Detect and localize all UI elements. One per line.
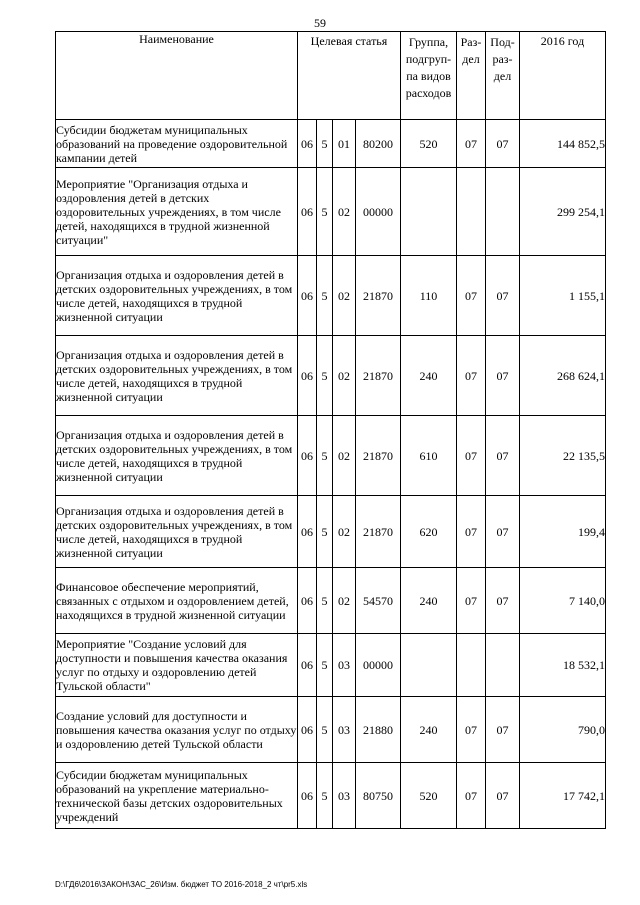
- header-name: Наименование: [56, 32, 298, 120]
- amount-2016: 7 140,0: [520, 568, 606, 634]
- target-code-program: 06: [298, 336, 317, 416]
- target-code-subprogram: 5: [317, 634, 333, 697]
- table-row: [56, 168, 606, 256]
- expense-group: 520: [401, 120, 457, 168]
- amount-2016: 199,4: [520, 496, 606, 568]
- table-row: [56, 763, 606, 829]
- table-row: [56, 336, 606, 416]
- amount-2016: 268 624,1: [520, 336, 606, 416]
- amount-2016: 17 742,1: [520, 763, 606, 829]
- expense-group: 110: [401, 256, 457, 336]
- target-code-program: 06: [298, 496, 317, 568]
- section-code: 07: [457, 120, 486, 168]
- subsection-code: 07: [486, 568, 520, 634]
- amount-2016: 299 254,1: [520, 168, 606, 256]
- row-name: Создание условий для доступности и повышения качества оказания услуг по отдыху и оздоровлению детей Тульской области: [56, 697, 298, 763]
- target-code-program: 06: [298, 416, 317, 496]
- target-code-direction: 54570: [356, 568, 401, 634]
- table-row: [56, 416, 606, 496]
- file-path-footer: D:\ГД6\2016\ЗАКОН\ЗАС_26\Изм. бюджет ТО 2016-2018_2 чт\pr5.xls: [55, 880, 308, 889]
- target-code-direction: 00000: [356, 634, 401, 697]
- target-code-direction: 80200: [356, 120, 401, 168]
- target-code-program: 06: [298, 763, 317, 829]
- subsection-code: [486, 168, 520, 256]
- expense-group: [401, 168, 457, 256]
- table-row: [56, 697, 606, 763]
- target-code-direction: 21870: [356, 336, 401, 416]
- header-group: Группа, подгруп-па видов расходов: [401, 32, 457, 120]
- target-code-event: 02: [333, 336, 356, 416]
- target-code-program: 06: [298, 120, 317, 168]
- table-row: [56, 256, 606, 336]
- header-target: Целевая статья: [298, 32, 401, 120]
- amount-2016: 1 155,1: [520, 256, 606, 336]
- target-code-direction: 21870: [356, 416, 401, 496]
- row-name: Организация отдыха и оздоровления детей в детских оздоровительных учреждениях, в том числе детей, находящихся в трудной жизненной ситуации: [56, 416, 298, 496]
- row-name: Финансовое обеспечение мероприятий, связанных с отдыхом и оздоровлением детей, находящихся в трудной жизненной ситуации: [56, 568, 298, 634]
- target-code-event: 01: [333, 120, 356, 168]
- expense-group: 240: [401, 336, 457, 416]
- target-code-program: 06: [298, 697, 317, 763]
- subsection-code: 07: [486, 416, 520, 496]
- target-code-event: 02: [333, 416, 356, 496]
- header-section: Раз-дел: [457, 32, 486, 120]
- target-code-subprogram: 5: [317, 568, 333, 634]
- target-code-event: 03: [333, 697, 356, 763]
- target-code-subprogram: 5: [317, 120, 333, 168]
- subsection-code: [486, 634, 520, 697]
- expense-group: [401, 634, 457, 697]
- section-code: 07: [457, 256, 486, 336]
- section-code: 07: [457, 763, 486, 829]
- subsection-code: 07: [486, 336, 520, 416]
- subsection-code: 07: [486, 763, 520, 829]
- section-code: 07: [457, 416, 486, 496]
- target-code-direction: 00000: [356, 168, 401, 256]
- target-code-event: 02: [333, 496, 356, 568]
- amount-2016: 22 135,5: [520, 416, 606, 496]
- target-code-program: 06: [298, 634, 317, 697]
- row-name: Мероприятие "Организация отдыха и оздоровления детей в детских оздоровительных учреждениях, в том числе детей, находящихся в трудной жизненной ситуации": [56, 168, 298, 256]
- header-subsection: Под-раз-дел: [486, 32, 520, 120]
- row-name: Субсидии бюджетам муниципальных образований на укрепление материально-технической базы детских оздоровительных учреждений: [56, 763, 298, 829]
- target-code-program: 06: [298, 168, 317, 256]
- target-code-direction: 21870: [356, 256, 401, 336]
- target-code-event: 03: [333, 634, 356, 697]
- expense-group: 520: [401, 763, 457, 829]
- target-code-direction: 21870: [356, 496, 401, 568]
- row-name: Мероприятие "Создание условий для доступности и повышения качества оказания услуг по отдыху и оздоровлению детей Тульской области": [56, 634, 298, 697]
- table-row: [56, 120, 606, 168]
- target-code-event: 02: [333, 568, 356, 634]
- expense-group: 620: [401, 496, 457, 568]
- row-name: Организация отдыха и оздоровления детей в детских оздоровительных учреждениях, в том числе детей, находящихся в трудной жизненной ситуации: [56, 496, 298, 568]
- expense-group: 240: [401, 697, 457, 763]
- header-year: 2016 год: [520, 32, 606, 120]
- expense-group: 610: [401, 416, 457, 496]
- section-code: 07: [457, 496, 486, 568]
- section-code: [457, 168, 486, 256]
- expense-group: 240: [401, 568, 457, 634]
- target-code-event: 02: [333, 168, 356, 256]
- target-code-program: 06: [298, 256, 317, 336]
- subsection-code: 07: [486, 120, 520, 168]
- amount-2016: 18 532,1: [520, 634, 606, 697]
- section-code: 07: [457, 336, 486, 416]
- table-row: [56, 568, 606, 634]
- table-header-row: [56, 32, 606, 120]
- target-code-subprogram: 5: [317, 697, 333, 763]
- section-code: 07: [457, 697, 486, 763]
- page-number: 59: [314, 16, 326, 30]
- target-code-direction: 21880: [356, 697, 401, 763]
- section-code: 07: [457, 568, 486, 634]
- target-code-subprogram: 5: [317, 336, 333, 416]
- subsection-code: 07: [486, 496, 520, 568]
- target-code-subprogram: 5: [317, 496, 333, 568]
- target-code-subprogram: 5: [317, 416, 333, 496]
- target-code-event: 03: [333, 763, 356, 829]
- target-code-subprogram: 5: [317, 256, 333, 336]
- row-name: Субсидии бюджетам муниципальных образований на проведение оздоровительной кампании детей: [56, 120, 298, 168]
- target-code-program: 06: [298, 568, 317, 634]
- row-name: Организация отдыха и оздоровления детей в детских оздоровительных учреждениях, в том числе детей, находящихся в трудной жизненной ситуации: [56, 336, 298, 416]
- amount-2016: 144 852,5: [520, 120, 606, 168]
- section-code: [457, 634, 486, 697]
- budget-table: [55, 31, 606, 829]
- target-code-subprogram: 5: [317, 763, 333, 829]
- subsection-code: 07: [486, 697, 520, 763]
- target-code-event: 02: [333, 256, 356, 336]
- amount-2016: 790,0: [520, 697, 606, 763]
- target-code-direction: 80750: [356, 763, 401, 829]
- subsection-code: 07: [486, 256, 520, 336]
- row-name: Организация отдыха и оздоровления детей в детских оздоровительных учреждениях, в том числе детей, находящихся в трудной жизненной ситуации: [56, 256, 298, 336]
- table-row: [56, 634, 606, 697]
- table-row: [56, 496, 606, 568]
- target-code-subprogram: 5: [317, 168, 333, 256]
